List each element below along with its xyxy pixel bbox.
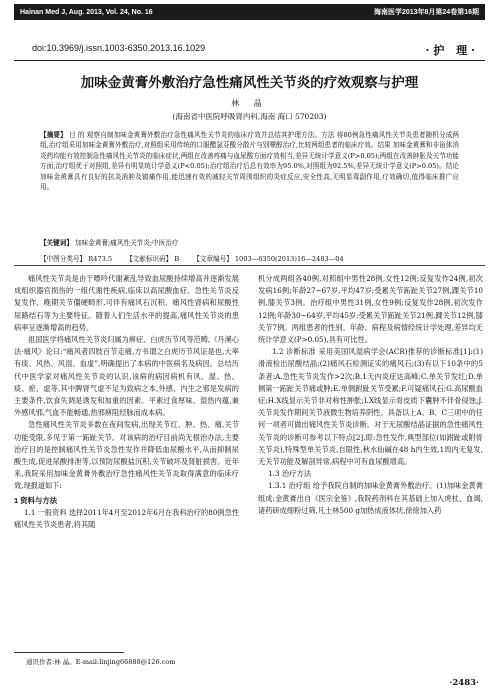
- header-divider: [14, 60, 485, 61]
- author: 林 晶: [231, 99, 268, 108]
- affiliation: (海南省中医院呼吸肾内科,海南 海口 570203): [172, 112, 327, 121]
- article-number: 【文章编号】 1003—6350(2013)16—2483—04: [193, 255, 344, 263]
- classification: [40, 253, 459, 263]
- diagnostic-criteria: 1.2 诊断标准 采用美国风湿病学会(ACR)推荐的诊断标准[1]:(1)滑液检出尿酸结晶;(2)痛风石检测证实的痛风石;(3)有以下10条中的5条者:A.急性关节炎发作>2次;B.1天内炎症达高峰;C.单关节发红;D.单侧第一跖趾关节痛或肿;E.单侧跗趾关节受累;F.可疑痛风石;G.高尿酸血症;H.X线显示关节非对称性肿胀;I.X线显示骨皮质下囊肿不伴骨侵蚀;J.关节炎发作期间关节液微生物培养阴性。具备以上A、B、C三项中的任何一项者可做出痛风性关节炎诊断。对于无尿酸结晶证据的急性痛风性关节炎的诊断可参考以下特点[2],即:急性发作,典型部位(如跗趾或附骨关节炎),特殊型单关节炎,自限性,秋水仙碱在48 h内生效,1周内无复发,无关节功能及解剖异常,病程中可有血尿酸增高。: [258, 347, 483, 467]
- treatment-group-text: 给予我院自制的加味金黄膏外敷治疗。(1)加味金黄膏组成:金黄膏出自《医宗金鉴》,我院药剂科在其基础上加入虎杖、血竭,诸药研成细粉过筛,凡士林500 g加热成液体状,徐徐加入药: [258, 481, 484, 515]
- body-paragraph: 机分成两组各40例,对照组中男性28例,女性12例;反复发作24例,初次发病16例;年龄27~67岁,平均47岁;受累关节跖趾关节27例,踝关节10例,膝关节3例。治疗组中男性31例,女性9例;反复发作28例,初次发作12例;年龄30~64岁,平均45岁;受累关节跖趾关节21例,踝关节12例,膝关节7例。两组患者的性别、年龄、病程及病情经统计学处理,差异均无统计学意义(P>0.05),具有可比性。: [258, 274, 483, 345]
- heading-treatment-group: 1.3.1 治疗组: [268, 481, 311, 491]
- article-title: 加味金黄膏外敷治疗急性痛风性关节炎的疗效观察与护理: [80, 75, 419, 91]
- keywords: [40, 237, 459, 247]
- abstract-text: 目 的 观察自制加味金黄膏外敷治疗急性痛风性关节炎的临床疗效并总结其护理方法。方法 将80例急性痛风性关节炎患者随机分成两组,治疗组采用加味金黄膏外敷治疗,对照组采用传统的口服醋氯芬酸分散片与别嘌醇治疗,比较两组患者的临床疗效。结果 加味金黄膏和非甾体消炎药均能有效控制急性痛风性关节炎的临床症状,两组在改善疼痛与血尿酸方面疗效相当,差异无统计学意义(P>0.05);两组在改善肿胀及关节功能方面,治疗组优于对照组,差异有明显统计学意义(P<0.05);治疗组治疗后总有效率为95.0%,对照组为92.5%,差异无统计学意义(P>0.05)。结论 加味金黄膏具有良好的抗炎消肿及镇痛作用,能迅速有效的减轻关节周围组织的炎症反应,安全性高,无明显毒副作用,疗效确切,值得临床推广应用。: [40, 131, 459, 192]
- section-label: ·护 理·: [425, 44, 479, 57]
- page-number: ·2483·: [449, 678, 479, 688]
- body-paragraph: [14, 507, 239, 531]
- document-code: 【文献标识码】 B: [126, 255, 180, 263]
- abstract-label: 【摘要】: [40, 131, 67, 139]
- heading-materials-methods: 1 资料与方法: [14, 495, 58, 505]
- footnote: 通讯作者:林 晶。E-mail:linjing66888@126.com: [26, 658, 176, 666]
- abstract: [40, 130, 459, 192]
- left-column: [14, 273, 239, 531]
- general-data-text: 选择2011年4月至2012年6月在我科治疗的80例急性痛风性关节炎患者,将其随: [14, 507, 240, 530]
- running-header-left: Hainan Med J, Aug. 2013, Vol. 24, No. 16: [20, 8, 153, 16]
- right-column: [258, 273, 483, 517]
- running-header: [14, 4, 485, 20]
- running-header-right: 海南医学2013年8月第24卷第16期: [373, 9, 479, 16]
- doi[interactable]: doi:10.3969/j.issn.1003-6350.2013.16.1029: [32, 43, 206, 53]
- heading-general-data: 1.1 一般资料: [24, 507, 67, 517]
- clc-number: 【中图分类号】 R473.5: [40, 255, 113, 263]
- keywords-label: 【关键词】: [40, 239, 73, 247]
- heading-treatment-methods: 1.3 治疗方法: [268, 469, 312, 479]
- keywords-text: 加味金黄膏;痛风性关节炎;中医治疗: [75, 239, 179, 247]
- body-paragraph: 痛风性关节炎是由于嘌呤代谢紊乱导致血尿酸持续增高并逐渐发展成组织器官损伤的一组代谢性疾病,临床以高尿酸血症、急性关节炎反复发作、晚期关节僵硬畸形,可伴有痛风石沉积、痛风性肾病和尿酸性尿路结石等为主要特征。随着人们生活水平的提高,痛风性关节炎的患病率呈逐渐增高的趋势。: [14, 274, 239, 332]
- body-paragraph: 急性痛风性关节炎多数在夜间发病,出现关节红、肿、热、痛,关节功能受限,多见于第一跖趾关节。对该病的治疗目前尚无根治办法,主要治疗目的是控制痛风性关节炎急性发作并降低血尿酸水平,从而抑制尿酸生成,促进尿酸排泄等,以预防尿酸盐沉积,关节破坏及肾脏损害。近年来,我院采用加味金黄膏外敷治疗急性痛风性关节炎取得满意的临床疗效,现报道如下:: [14, 420, 239, 491]
- body-paragraph: 祖国医学将痛风性关节炎归属为痹症、白虎历节风等范畴,《丹溪心法·痛风》论曰:“痛风者四肢百节走痛,方书谓之白虎历节风证是也,大率有痰、风热、风湿、血虚”,明确提出了本病的中医病名及病因。总结历代中医学家对痛风性关节炎的认识,该病的病因病机有风、湿、热、痰、瘀、虚等,其中脾肾气虚不足为致病之本,外感、内生之邪是发病的主要条件,饮食失调是诱发和加重的因素。平素过食厚味、湿热内蕴,兼外感风邪,气血不能畅通,热邪痹阻经脉而成本病。: [14, 335, 239, 418]
- body-paragraph: [258, 480, 483, 517]
- abstract-divider: [14, 265, 485, 266]
- footnote-divider: [14, 652, 124, 653]
